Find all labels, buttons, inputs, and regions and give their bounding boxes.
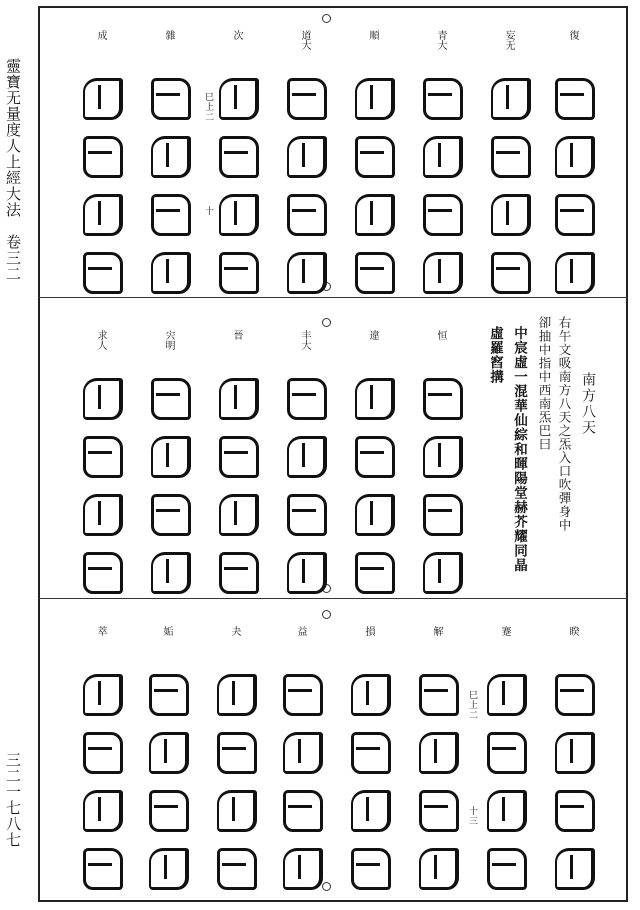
seal-glyph xyxy=(350,74,394,120)
seal-glyph xyxy=(346,728,390,774)
column-bottom-5 xyxy=(272,626,328,896)
seal-glyph xyxy=(146,132,190,178)
column-mid-3 xyxy=(276,330,332,600)
side-mark-bottom-2: 十三 xyxy=(467,806,477,826)
column-top-1 xyxy=(544,30,600,300)
seal-glyph xyxy=(212,728,256,774)
seal-glyph xyxy=(278,670,322,716)
seal-glyph xyxy=(146,190,190,236)
seal-glyph xyxy=(350,432,394,478)
seal-glyph xyxy=(78,728,122,774)
seal-glyph xyxy=(214,548,258,594)
seal-glyph xyxy=(550,248,594,294)
seal-glyph xyxy=(78,844,122,890)
seal-glyph xyxy=(146,74,190,120)
seal-glyph xyxy=(144,786,188,832)
column-top-5 xyxy=(276,30,332,300)
margin-title xyxy=(2,58,24,282)
glyph-caption: 益 xyxy=(295,626,306,636)
seal-glyph xyxy=(550,786,594,832)
side-mark-top-1: 巳上二 xyxy=(203,92,213,122)
binding-hole-top xyxy=(322,14,331,23)
seal-glyph xyxy=(78,374,122,420)
seal-glyph xyxy=(414,728,458,774)
column-bottom-3 xyxy=(408,626,464,896)
seal-glyph xyxy=(282,432,326,478)
seal-glyph xyxy=(550,728,594,774)
column-bottom-8 xyxy=(72,626,128,896)
seal-glyph xyxy=(418,190,462,236)
seal-glyph xyxy=(550,190,594,236)
column-mid-1 xyxy=(412,330,468,600)
seal-glyph xyxy=(278,786,322,832)
seal-glyph xyxy=(550,74,594,120)
column-top-6 xyxy=(208,30,264,300)
glyph-caption: 復 xyxy=(567,30,578,40)
seal-glyph xyxy=(214,432,258,478)
seal-glyph xyxy=(486,74,530,120)
seal-glyph xyxy=(350,248,394,294)
seal-glyph xyxy=(214,190,258,236)
column-top-3 xyxy=(412,30,468,300)
glyph-caption: 成 xyxy=(95,30,106,40)
seal-glyph xyxy=(282,490,326,536)
column-top-7 xyxy=(140,30,196,300)
glyph-caption: 雜 xyxy=(163,30,174,40)
seal-glyph xyxy=(78,132,122,178)
glyph-caption: 蹇 xyxy=(499,626,510,636)
seal-glyph xyxy=(550,844,594,890)
side-mark-bottom-1: 巳上二 xyxy=(467,690,477,720)
seal-glyph xyxy=(212,786,256,832)
seal-glyph xyxy=(78,490,122,536)
seal-glyph xyxy=(212,844,256,890)
glyph-caption: 次 xyxy=(231,30,242,40)
seal-glyph xyxy=(146,374,190,420)
seal-glyph xyxy=(78,74,122,120)
seal-glyph xyxy=(214,248,258,294)
seal-glyph xyxy=(486,248,530,294)
seal-glyph xyxy=(418,548,462,594)
seal-glyph xyxy=(144,728,188,774)
note-line-1: 右午文吸南方八天之炁入口吹彈身中 xyxy=(557,316,572,532)
page-number: 三二一七八七 xyxy=(4,752,22,848)
column-top-8 xyxy=(72,30,128,300)
column-top-2 xyxy=(480,30,536,300)
seal-glyph xyxy=(414,786,458,832)
seal-glyph xyxy=(214,74,258,120)
seal-glyph xyxy=(214,490,258,536)
note-line-4: 虛羅窞搆 xyxy=(487,326,503,384)
seal-glyph xyxy=(282,248,326,294)
column-top-4 xyxy=(344,30,400,300)
seal-glyph xyxy=(418,74,462,120)
seal-glyph xyxy=(418,374,462,420)
seal-glyph xyxy=(78,248,122,294)
glyph-caption: 丰大 xyxy=(299,330,310,350)
glyph-caption: 道大 xyxy=(299,30,310,50)
seal-glyph xyxy=(146,548,190,594)
seal-glyph xyxy=(550,132,594,178)
seal-glyph xyxy=(78,432,122,478)
seal-glyph xyxy=(350,548,394,594)
seal-glyph xyxy=(214,132,258,178)
side-mark-top-2: 十 xyxy=(203,206,213,216)
seal-glyph xyxy=(486,190,530,236)
column-bottom-1 xyxy=(544,626,600,896)
column-mid-4 xyxy=(208,330,264,600)
volume-label: 卷三二 xyxy=(4,233,22,282)
note-line-2: 卻抽中指中西南炁巴曰 xyxy=(537,316,552,451)
seal-glyph xyxy=(350,190,394,236)
seal-glyph xyxy=(414,844,458,890)
glyph-caption: 夬 xyxy=(229,626,240,636)
column-bottom-7 xyxy=(138,626,194,896)
seal-glyph xyxy=(418,248,462,294)
seal-glyph xyxy=(78,786,122,832)
column-mid-6 xyxy=(72,330,128,600)
seal-glyph xyxy=(350,374,394,420)
seal-glyph xyxy=(278,844,322,890)
seal-glyph xyxy=(146,248,190,294)
glyph-caption: 青大 xyxy=(435,30,446,50)
seal-glyph xyxy=(418,432,462,478)
seal-glyph xyxy=(214,374,258,420)
seal-glyph xyxy=(418,132,462,178)
glyph-caption: 晉 xyxy=(231,330,242,340)
seal-glyph xyxy=(350,132,394,178)
section-heading: 南方八天 xyxy=(580,372,596,436)
seal-glyph xyxy=(350,490,394,536)
seal-glyph xyxy=(146,432,190,478)
glyph-caption: 宍明 xyxy=(163,330,174,350)
seal-glyph xyxy=(550,670,594,716)
seal-glyph xyxy=(486,132,530,178)
seal-glyph xyxy=(282,190,326,236)
seal-glyph xyxy=(418,490,462,536)
seal-glyph xyxy=(78,548,122,594)
glyph-caption: 解 xyxy=(431,626,442,636)
seal-glyph xyxy=(144,670,188,716)
binding-hole-mid4 xyxy=(322,610,331,619)
seal-glyph xyxy=(78,670,122,716)
glyph-caption: 睽 xyxy=(567,626,578,636)
seal-glyph xyxy=(414,670,458,716)
seal-glyph xyxy=(482,728,526,774)
binding-hole-mid2 xyxy=(322,318,331,327)
column-mid-5 xyxy=(140,330,196,600)
seal-glyph xyxy=(282,132,326,178)
seal-glyph xyxy=(346,670,390,716)
glyph-caption: 損 xyxy=(363,626,374,636)
glyph-caption: 萃 xyxy=(95,626,106,636)
seal-glyph xyxy=(282,74,326,120)
column-mid-2 xyxy=(344,330,400,600)
seal-glyph xyxy=(212,670,256,716)
seal-glyph xyxy=(346,786,390,832)
glyph-caption: 求人 xyxy=(95,330,106,350)
seal-glyph xyxy=(482,670,526,716)
glyph-caption: 妄无 xyxy=(503,30,514,50)
seal-glyph xyxy=(146,490,190,536)
column-bottom-4 xyxy=(340,626,396,896)
seal-glyph xyxy=(282,548,326,594)
glyph-caption: 違 xyxy=(367,330,378,340)
book-title: 靈寶无量度人上經大法 xyxy=(4,58,22,218)
seal-glyph xyxy=(346,844,390,890)
seal-glyph xyxy=(144,844,188,890)
seal-glyph xyxy=(282,374,326,420)
glyph-caption: 順 xyxy=(367,30,378,40)
seal-glyph xyxy=(482,786,526,832)
glyph-caption: 恒 xyxy=(435,330,446,340)
seal-glyph xyxy=(278,728,322,774)
column-bottom-2 xyxy=(476,626,532,896)
note-line-3: 中宸虛一混華仙綜和暉陽堂赫芥耀同晶 xyxy=(511,326,527,573)
seal-glyph xyxy=(78,190,122,236)
seal-glyph xyxy=(482,844,526,890)
column-bottom-6 xyxy=(206,626,262,896)
glyph-caption: 姤 xyxy=(161,626,172,636)
